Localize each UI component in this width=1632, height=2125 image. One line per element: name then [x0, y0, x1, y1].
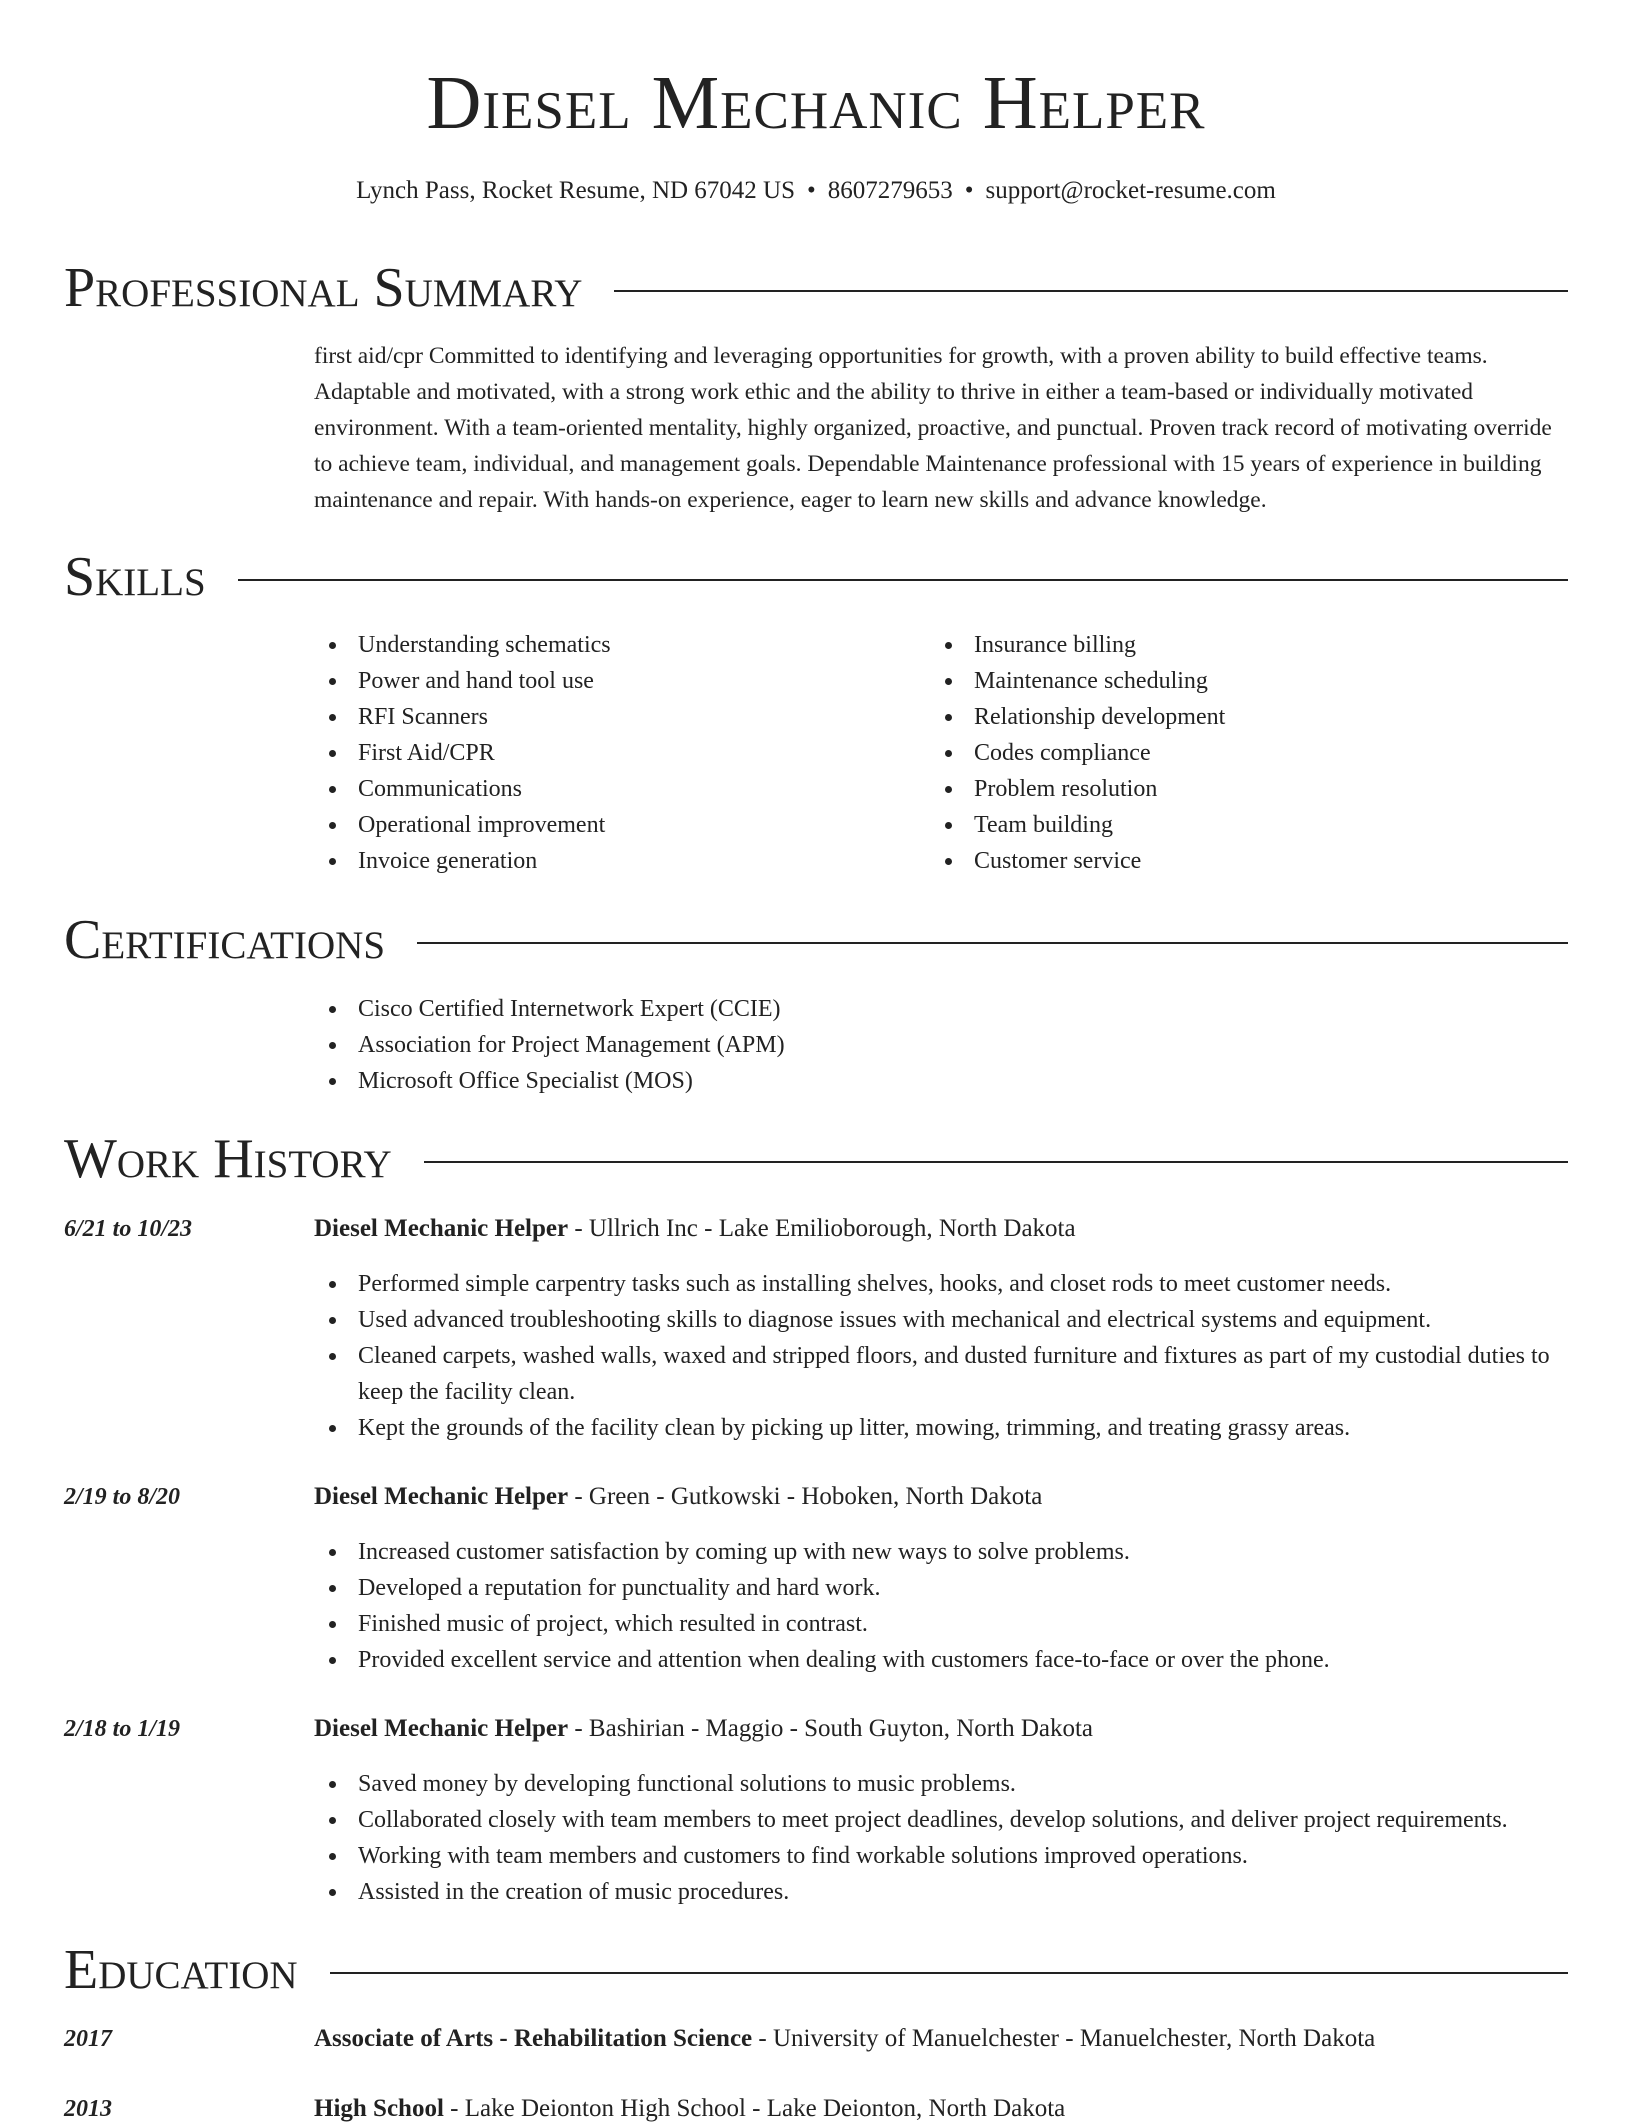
education-entry	[314, 2023, 1570, 2055]
skill-item: RFI Scanners	[314, 699, 914, 735]
job-duty-item: Kept the grounds of the facility clean by picking up litter, mowing, trimming, and treating grassy areas.	[314, 1410, 1570, 1446]
section-header-skills	[64, 547, 1568, 607]
section-divider	[614, 290, 1568, 292]
job-heading	[314, 1213, 1570, 1245]
contact-address: Lynch Pass, Rocket Resume, ND 67042 US	[356, 177, 796, 204]
section-divider	[424, 1161, 1568, 1163]
certification-item: Microsoft Office Specialist (MOS)	[314, 1063, 1570, 1099]
certification-item: Association for Project Management (APM)	[314, 1027, 1570, 1063]
education-school: - Lake Deionton High School - Lake Deionton, North Dakota	[443, 2095, 1066, 2122]
section-title: Certifications	[64, 909, 386, 971]
section-title: Education	[64, 1939, 298, 2001]
skill-item: Codes compliance	[930, 735, 1570, 771]
section-divider	[330, 1972, 1568, 1974]
skill-item: Operational improvement	[314, 807, 914, 843]
job-dates: 2/19 to 8/20	[64, 1484, 181, 1510]
certifications-list	[314, 991, 1570, 1099]
skill-item: Relationship development	[930, 699, 1570, 735]
job-heading	[314, 1481, 1570, 1513]
contact-line	[0, 175, 1632, 207]
skill-item: Maintenance scheduling	[930, 663, 1570, 699]
skill-item: Invoice generation	[314, 843, 914, 879]
skills-column-left	[314, 627, 914, 879]
skill-item: First Aid/CPR	[314, 735, 914, 771]
job-employer: - Ullrich Inc - Lake Emilioborough, North Dakota	[568, 1215, 1076, 1242]
job-duty-item: Used advanced troubleshooting skills to diagnose issues with mechanical and electrical systems and equipment.	[314, 1302, 1570, 1338]
section-title: Skills	[64, 546, 206, 608]
job-title: Diesel Mechanic Helper	[314, 1483, 569, 1510]
section-header-certifications	[64, 910, 1568, 970]
job-duties	[314, 1534, 1570, 1678]
education-school: - University of Manuelchester - Manuelchester, North Dakota	[752, 2025, 1376, 2052]
job-duties-list	[314, 1534, 1570, 1678]
education-year: 2017	[64, 2026, 112, 2052]
job-employer: - Bashirian - Maggio - South Guyton, North Dakota	[568, 1715, 1094, 1742]
education-degree: High School	[314, 2095, 444, 2122]
job-dates: 2/18 to 1/19	[64, 1716, 181, 1742]
skill-item: Problem resolution	[930, 771, 1570, 807]
job-heading	[314, 1713, 1570, 1745]
job-duties	[314, 1766, 1570, 1910]
section-header-summary	[64, 258, 1568, 318]
job-duty-item: Assisted in the creation of music procedures.	[314, 1874, 1570, 1910]
skill-item: Customer service	[930, 843, 1570, 879]
job-dates: 6/21 to 10/23	[64, 1216, 193, 1242]
job-employer: - Green - Gutkowski - Hoboken, North Dakota	[568, 1483, 1043, 1510]
section-divider	[238, 579, 1568, 581]
skill-item: Insurance billing	[930, 627, 1570, 663]
job-duties	[314, 1266, 1570, 1446]
skills-list	[930, 627, 1570, 879]
section-title: Work History	[64, 1128, 392, 1190]
job-duty-item: Increased customer satisfaction by coming up with new ways to solve problems.	[314, 1534, 1570, 1570]
job-duty-item: Cleaned carpets, washed walls, waxed and stripped floors, and dusted furniture and fixtures as part of my custodial duties to keep the facility clean.	[314, 1338, 1570, 1410]
section-divider	[417, 942, 1568, 944]
job-duty-item: Collaborated closely with team members to meet project deadlines, develop solutions, and deliver project requirements.	[314, 1802, 1570, 1838]
skill-item: Power and hand tool use	[314, 663, 914, 699]
skills-column-right	[930, 627, 1570, 879]
job-duty-item: Performed simple carpentry tasks such as installing shelves, hooks, and closet rods to meet customer needs.	[314, 1266, 1570, 1302]
job-title: Diesel Mechanic Helper	[314, 1215, 569, 1242]
certifications-block	[314, 991, 1570, 1099]
education-year: 2013	[64, 2096, 112, 2122]
education-degree: Associate of Arts - Rehabilitation Science	[314, 2025, 753, 2052]
contact-separator: •	[964, 177, 974, 204]
job-duties-list	[314, 1766, 1570, 1910]
job-duty-item: Working with team members and customers to find workable solutions improved operations.	[314, 1838, 1570, 1874]
resume-name: Diesel Mechanic Helper	[426, 61, 1206, 145]
job-duty-item: Saved money by developing functional solutions to music problems.	[314, 1766, 1570, 1802]
job-title: Diesel Mechanic Helper	[314, 1715, 569, 1742]
summary-text: first aid/cpr Committed to identifying and leveraging opportunities for growth, with a proven ability to build effective teams. Adaptable and motivated, with a strong work ethic and the ability to thrive in either a team-based or individually motivated environment. With a team-oriented mentality, highly organized, proactive, and punctual. Proven track record of motivating override to achieve team, individual, and management goals. Dependable Maintenance professional with 15 years of experience in building maintenance and repair. With hands-on experience, eager to learn new skills and advance knowledge.	[314, 343, 1552, 513]
skill-item: Understanding schematics	[314, 627, 914, 663]
education-entry	[314, 2093, 1570, 2125]
section-title: Professional Summary	[64, 257, 583, 319]
contact-phone: 8607279653	[827, 177, 953, 204]
skill-item: Communications	[314, 771, 914, 807]
certification-item: Cisco Certified Internetwork Expert (CCIE)	[314, 991, 1570, 1027]
section-header-work-history	[64, 1129, 1568, 1189]
contact-separator: •	[807, 177, 816, 204]
job-duty-item: Finished music of project, which resulted in contrast.	[314, 1606, 1570, 1642]
section-header-education	[64, 1940, 1568, 2000]
skills-list	[314, 627, 914, 879]
job-duty-item: Provided excellent service and attention when dealing with customers face-to-face or over the phone.	[314, 1642, 1570, 1678]
skill-item: Team building	[930, 807, 1570, 843]
job-duty-item: Developed a reputation for punctuality and hard work.	[314, 1570, 1570, 1606]
job-duties-list	[314, 1266, 1570, 1446]
contact-email: support@rocket-resume.com	[985, 177, 1276, 204]
